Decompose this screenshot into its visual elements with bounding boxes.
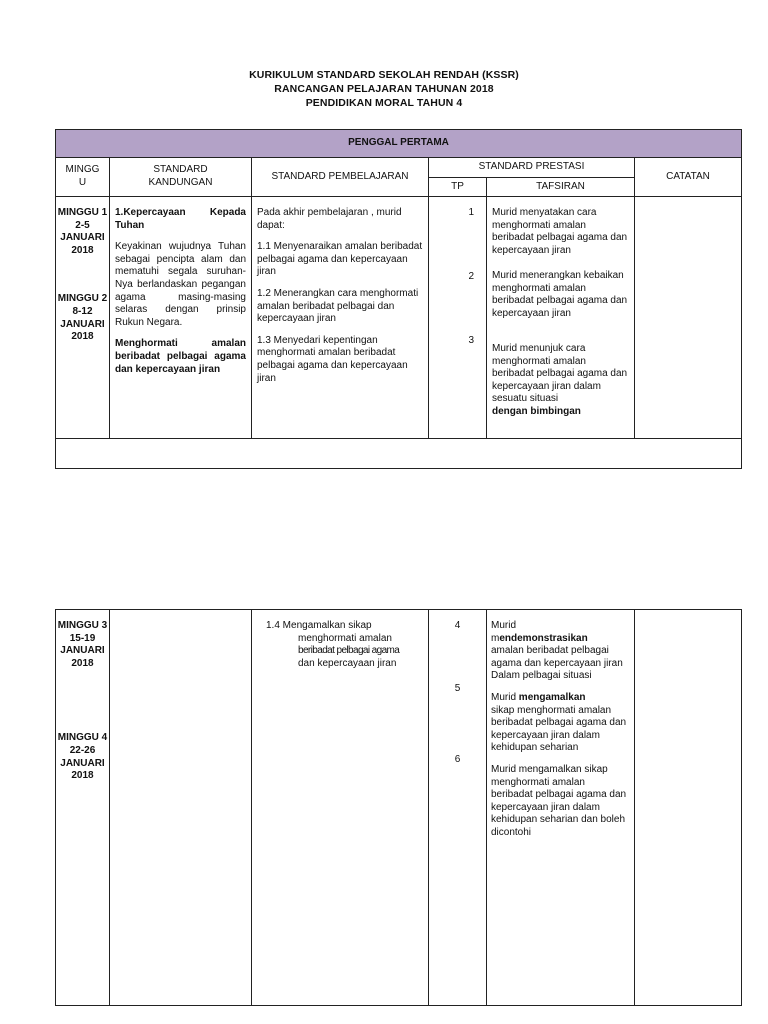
catatan-cell	[635, 197, 742, 439]
pembelajaran-1-4-line2: menghormati amalan	[298, 632, 392, 644]
standard-kandungan-cell-2	[110, 610, 252, 1006]
tp-1: 1	[468, 207, 474, 218]
standard-pembelajaran-cell-2	[252, 610, 429, 1006]
empty-footer-row	[56, 439, 742, 469]
kandungan-body: Keyakinan wujudnya Tuhan sebagai pencipta alam dan mematuhi segala suruhan-Nya berlandaskan pegangan agama masing-masing selaras dengan prinsip Rukun Negara.	[115, 241, 246, 328]
tafsiran-cell-2	[487, 610, 635, 1006]
tp-6: 6	[454, 754, 461, 765]
col-header-standard-prestasi: STANDARD PRESTASI	[429, 158, 635, 178]
pembelajaran-item-1: 1.1 Menyenaraikan amalan beribadat pelbagai agama dan kepercayaan jiran	[257, 241, 423, 278]
week-block-4: MINGGU 4 22-26 JANUARI 2018	[57, 732, 108, 782]
pembelajaran-1-4-line3: beribadat pelbagai agama	[298, 645, 400, 657]
standard-pembelajaran-cell	[252, 197, 429, 439]
standard-kandungan-cell	[110, 197, 252, 439]
tp-4: 4	[454, 620, 461, 631]
header-line-3: PENDIDIKAN MORAL TAHUN 4	[305, 97, 463, 109]
tafsiran-5-line1: Murid mengamalkan	[491, 691, 586, 703]
kandungan-title: 1.Kepercayaan Kepada Tuhan	[115, 207, 246, 231]
lesson-plan-table-1	[55, 129, 742, 469]
tafsiran-1: Murid menyatakan cara menghormati amalan beribadat pelbagai agama dan kepercayaan jiran	[492, 207, 628, 256]
header-line-1: KURIKULUM STANDARD SEKOLAH RENDAH (KSSR)	[249, 69, 519, 81]
col-header-tafsiran: TAFSIRAN	[487, 178, 635, 197]
tafsiran-6: Murid mengamalkan sikap menghormati amalan beribadat pelbagai agama dan kepercayaan jiran dalam kehidupan seharian dan boleh dicontohi	[491, 763, 627, 838]
pembelajaran-1-4-lead: 1.4 Mengamalkan sikap	[266, 620, 372, 631]
pembelajaran-1-4-line4: dan kepercayaan jiran	[298, 657, 397, 669]
tafsiran-3-bold: dengan bimbingan	[492, 405, 581, 417]
tp-cell	[429, 197, 487, 439]
lesson-plan-table-2	[55, 609, 742, 1006]
tafsiran-2: Murid menerangkan kebaikan menghormati amalan beribadat pelbagai agama dan kepercayaan jiran	[492, 270, 628, 319]
header-line-2: RANCANGAN PELAJARAN TAHUNAN 2018	[274, 83, 494, 95]
pembelajaran-item-3: 1.3 Menyedari kepentingan menghormati amalan beribadat pelbagai agama dan kepercayaan jiran	[257, 334, 408, 384]
tafsiran-4-body: amalan beribadat pelbagai agama dan kepercayaan jiran	[491, 645, 623, 669]
tafsiran-4-line1: Murid	[491, 620, 517, 631]
kandungan-focus: Menghormati amalan beribadat pelbagai agama dan kepercayaan jiran	[115, 338, 246, 375]
pembelajaran-item-2: 1.2 Menerangkan cara menghormati amalan beribadat pelbagai dan kepercayaan jiran	[257, 287, 419, 325]
col-header-tp: TP	[429, 178, 487, 197]
tafsiran-4-line2: mendemonstrasikan	[491, 632, 588, 644]
tafsiran-cell	[487, 197, 635, 439]
col-header-standard-kandungan: STANDARD KANDUNGAN	[110, 158, 252, 197]
minggu-cell	[56, 197, 110, 439]
catatan-cell-2	[635, 610, 742, 1006]
tafsiran-5-body: sikap menghormati amalan beribadat pelbagai agama dan kepercayaan jiran dalam kehidupan seharian	[491, 704, 627, 754]
week-block-1: MINGGU 1 2-5 JANUARI 2018	[57, 207, 108, 256]
col-header-catatan: CATATAN	[635, 158, 742, 197]
week-block-3: MINGGU 3 15-19 JANUARI 2018	[57, 620, 108, 669]
col-header-standard-pembelajaran: STANDARD PEMBELAJARAN	[252, 158, 429, 197]
document-header	[0, 68, 768, 110]
tp-3: 3	[468, 335, 474, 346]
tafsiran-4-situasi: Dalam pelbagai situasi	[491, 670, 592, 682]
tp-cell-2	[429, 610, 487, 1006]
penggal-heading: PENGGAL PERTAMA	[56, 130, 742, 158]
tp-5: 5	[454, 683, 461, 694]
tp-2: 2	[468, 271, 474, 282]
week-block-2: MINGGU 2 8-12 JANUARI 2018	[57, 293, 108, 343]
col-header-minggu: MINGG U	[56, 158, 110, 197]
minggu-cell-2	[56, 610, 110, 1006]
tafsiran-3: Murid menunjuk cara menghormati amalan beribadat pelbagai agama dan kepercayaan jiran dalam sesuatu situasi	[492, 343, 628, 405]
pembelajaran-intro: Pada akhir pembelajaran , murid dapat:	[257, 207, 402, 231]
